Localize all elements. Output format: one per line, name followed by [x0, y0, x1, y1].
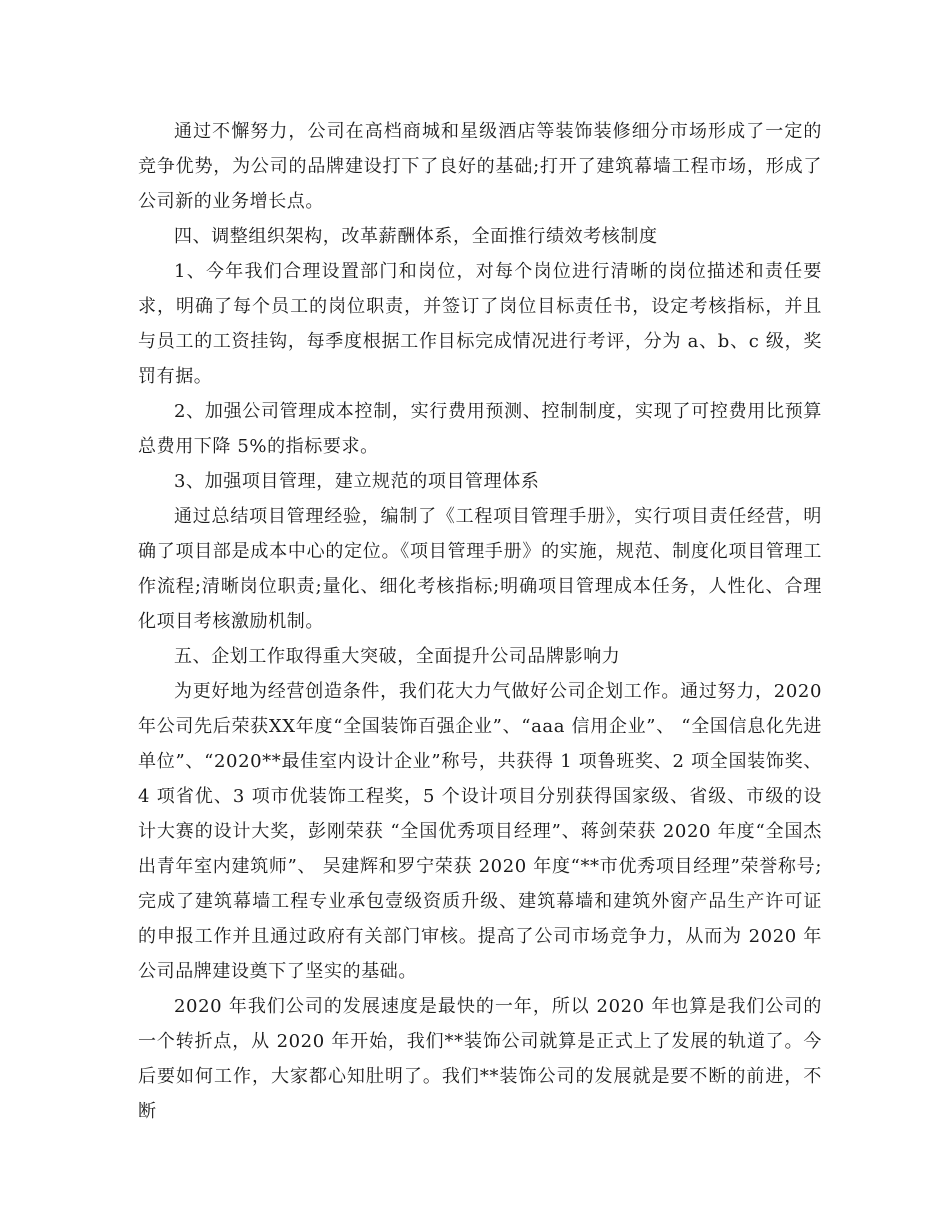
section-heading-branding: 五、企划工作取得重大突破，全面提升公司品牌影响力 [174, 646, 621, 667]
paragraph-project-manual: 通过总结项目管理经验，编制了《工程项目管理手册》，实行项目责任经营，明确了项目部是成本中心的定位。《项目管理手册》的实施，规范、制度化项目管理工作流程;清晰岗位职责;量化、细化考核指标;明确项目管理成本任务，人性化、合理化项目考核激励机制。 [138, 506, 822, 632]
paragraph-development-outlook: 2020 年我们公司的发展速度是最快的一年，所以 2020 年也算是我们公司的一个转折点，从 2020 年开始，我们**装饰公司就算是正式上了发展的轨道了。今后要如何工作，大家都心知肚明了。我们**装饰公司的发展就是要不断的前进，不断 [138, 996, 822, 1122]
subheading-project-management: 3、加强项目管理，建立规范的项目管理体系 [174, 471, 540, 492]
paragraph-awards: 为更好地为经营创造条件，我们花大力气做好公司企划工作。通过努力，2020 年公司先后荣获XX年度“全国装饰百强企业”、“aaa 信用企业”、 “全国信息化先进单位”、“2020**最佳室内设计企业”称号，共获得 1 项鲁班奖、2 项全国装饰奖、4 项省优、3 项市优装饰工程奖，5 个设计项目分别获得国家级、省级、市级的设计大赛的设计大奖，彭刚荣获 “全国优秀项目经理”、蒋剑荣获 2020 年度“全国杰出青年室内建筑师”、 吴建辉和罗宁荣获 2020 年度“**市优秀项目经理”荣誉称号;完成了建筑幕墙工程专业承包壹级资质升级、建筑幕墙和建筑外窗产品生产许可证的申报工作并且通过政府有关部门审核。提高了公司市场竞争力，从而为 2020 年公司品牌建设奠下了坚实的基础。 [138, 681, 822, 982]
paragraph-cost-control: 2、加强公司管理成本控制，实行费用预测、控制制度，实现了可控费用比预算总费用下降 5%的指标要求。 [138, 401, 822, 457]
paragraph-departments-positions: 1、今年我们合理设置部门和岗位，对每个岗位进行清晰的岗位描述和责任要求，明确了每个员工的岗位职责，并签订了岗位目标责任书，设定考核指标，并且与员工的工资挂钩，每季度根据工作目标完成情况进行考评，分为 a、b、c 级，奖罚有据。 [138, 261, 822, 387]
section-heading-organization: 四、调整组织架构，改革薪酬体系，全面推行绩效考核制度 [174, 226, 658, 247]
paragraph-market-advantage: 通过不懈努力，公司在高档商城和星级酒店等装饰装修细分市场形成了一定的竞争优势，为公司的品牌建设打下了良好的基础;打开了建筑幕墙工程市场，形成了公司新的业务增长点。 [138, 121, 822, 212]
